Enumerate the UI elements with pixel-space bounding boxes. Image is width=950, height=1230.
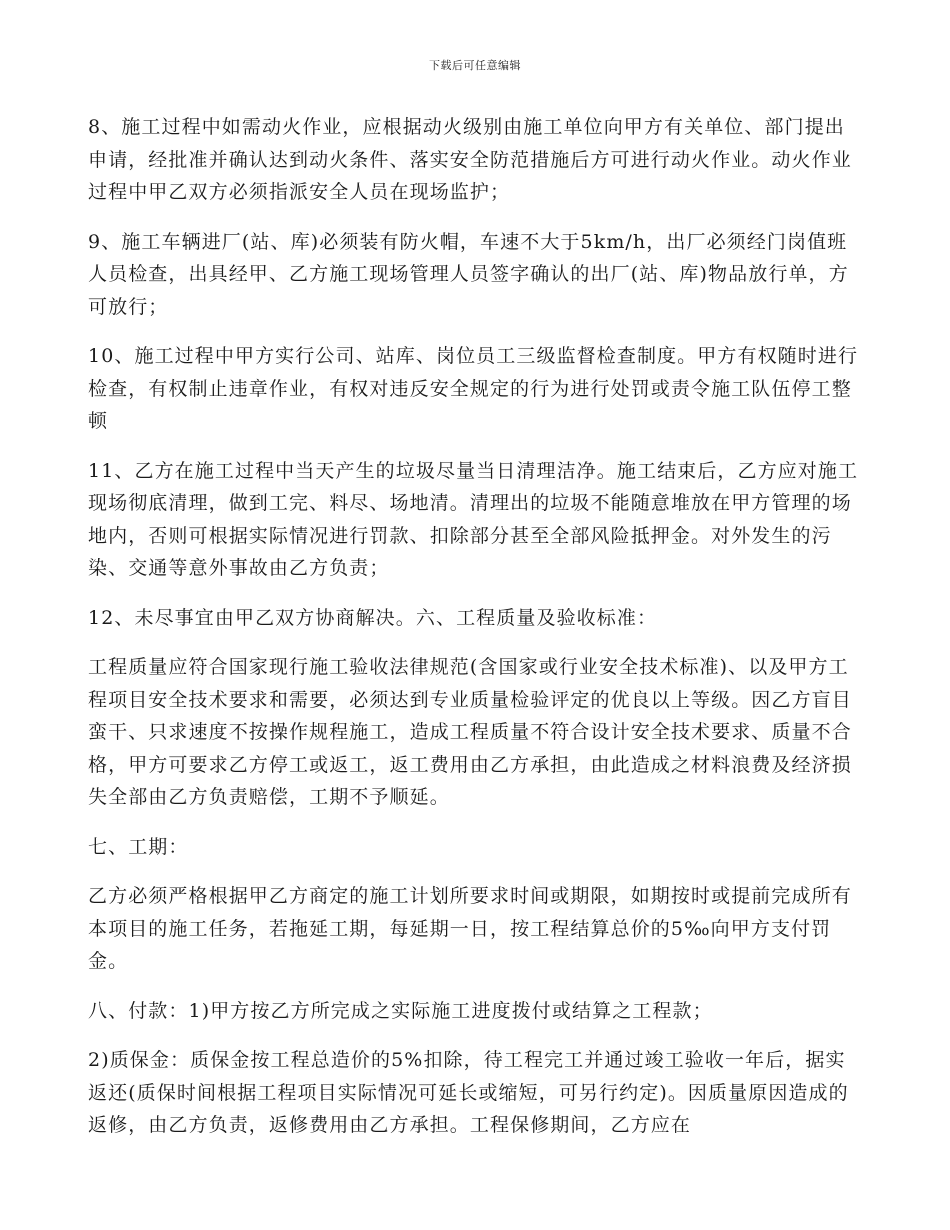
paragraph-item-9: 9、施工车辆进厂(站、库)必须装有防火帽，车速不大于5km/h，出厂必须经门岗值班人员检查，出具经甲、乙方施工现场管理人员签字确认的出厂(站、库)物品放行单，方可放行； (88, 230, 849, 318)
paragraph-schedule: 乙方必须严格根据甲乙方商定的施工计划所要求时间或期限，如期按时或提前完成所有本项目的施工任务，若拖延工期，每延期一日，按工程结算总价的5‰向甲方支付罚金。 (88, 885, 852, 972)
section-heading-schedule: 七、工期： (88, 835, 189, 858)
document-body (88, 111, 864, 1159)
page-header: 下载后可任意编辑 (429, 59, 521, 72)
paragraph-item-10: 10、施工过程中甲方实行公司、站库、岗位员工三级监督检查制度。甲方有权随时进行检查，有权制止违章作业，有权对违反安全规定的行为进行处罚或责令施工队伍停工整顿 (88, 345, 859, 432)
paragraph-item-11: 11、乙方在施工过程中当天产生的垃圾尽量当日清理洁净。施工结束后，乙方应对施工现场彻底清理，做到工完、料尽、场地清。清理出的垃圾不能随意堆放在甲方管理的场地内，否则可根据实际情况进行罚款、扣除部分甚至全部风险抵押金。对外发生的污染、交通等意外事故由乙方负责； (88, 459, 859, 579)
paragraph-quality: 工程质量应符合国家现行施工验收法律规范(含国家或行业安全技术标准)、以及甲方工程项目安全技术要求和需要，必须达到专业质量检验评定的优良以上等级。因乙方盲目蛮干、只求速度不按操作规程施工，造成工程质量不符合设计安全技术要求、质量不合格，甲方可要求乙方停工或返工，返工费用由乙方承担，由此造成之材料浪费及经济损失全部由乙方负责赔偿，工期不予顺延。 (88, 656, 852, 808)
paragraph-retention: 2)质保金：质保金按工程总造价的5%扣除，待工程完工并通过竣工验收一年后，据实返还(质保时间根据工程项目实际情况可延长或缩短，可另行约定)。因质量原因造成的返修，由乙方负责，返修费用由乙方承担。工程保修期间，乙方应在 (88, 1049, 849, 1136)
paragraph-item-8: 8、施工过程中如需动火作业，应根据动火级别由施工单位向甲方有关单位、部门提出申请，经批准并确认达到动火条件、落实安全防范措施后方可进行动火作业。动火作业过程中甲乙双方必须指派安全人员在现场监护； (88, 116, 852, 203)
paragraph-payment: 八、付款：1)甲方按乙方所完成之实际施工进度拨付或结算之工程款； (88, 999, 713, 1022)
paragraph-item-12: 12、未尽事宜由甲乙双方协商解决。六、工程质量及验收标准： (88, 606, 658, 629)
